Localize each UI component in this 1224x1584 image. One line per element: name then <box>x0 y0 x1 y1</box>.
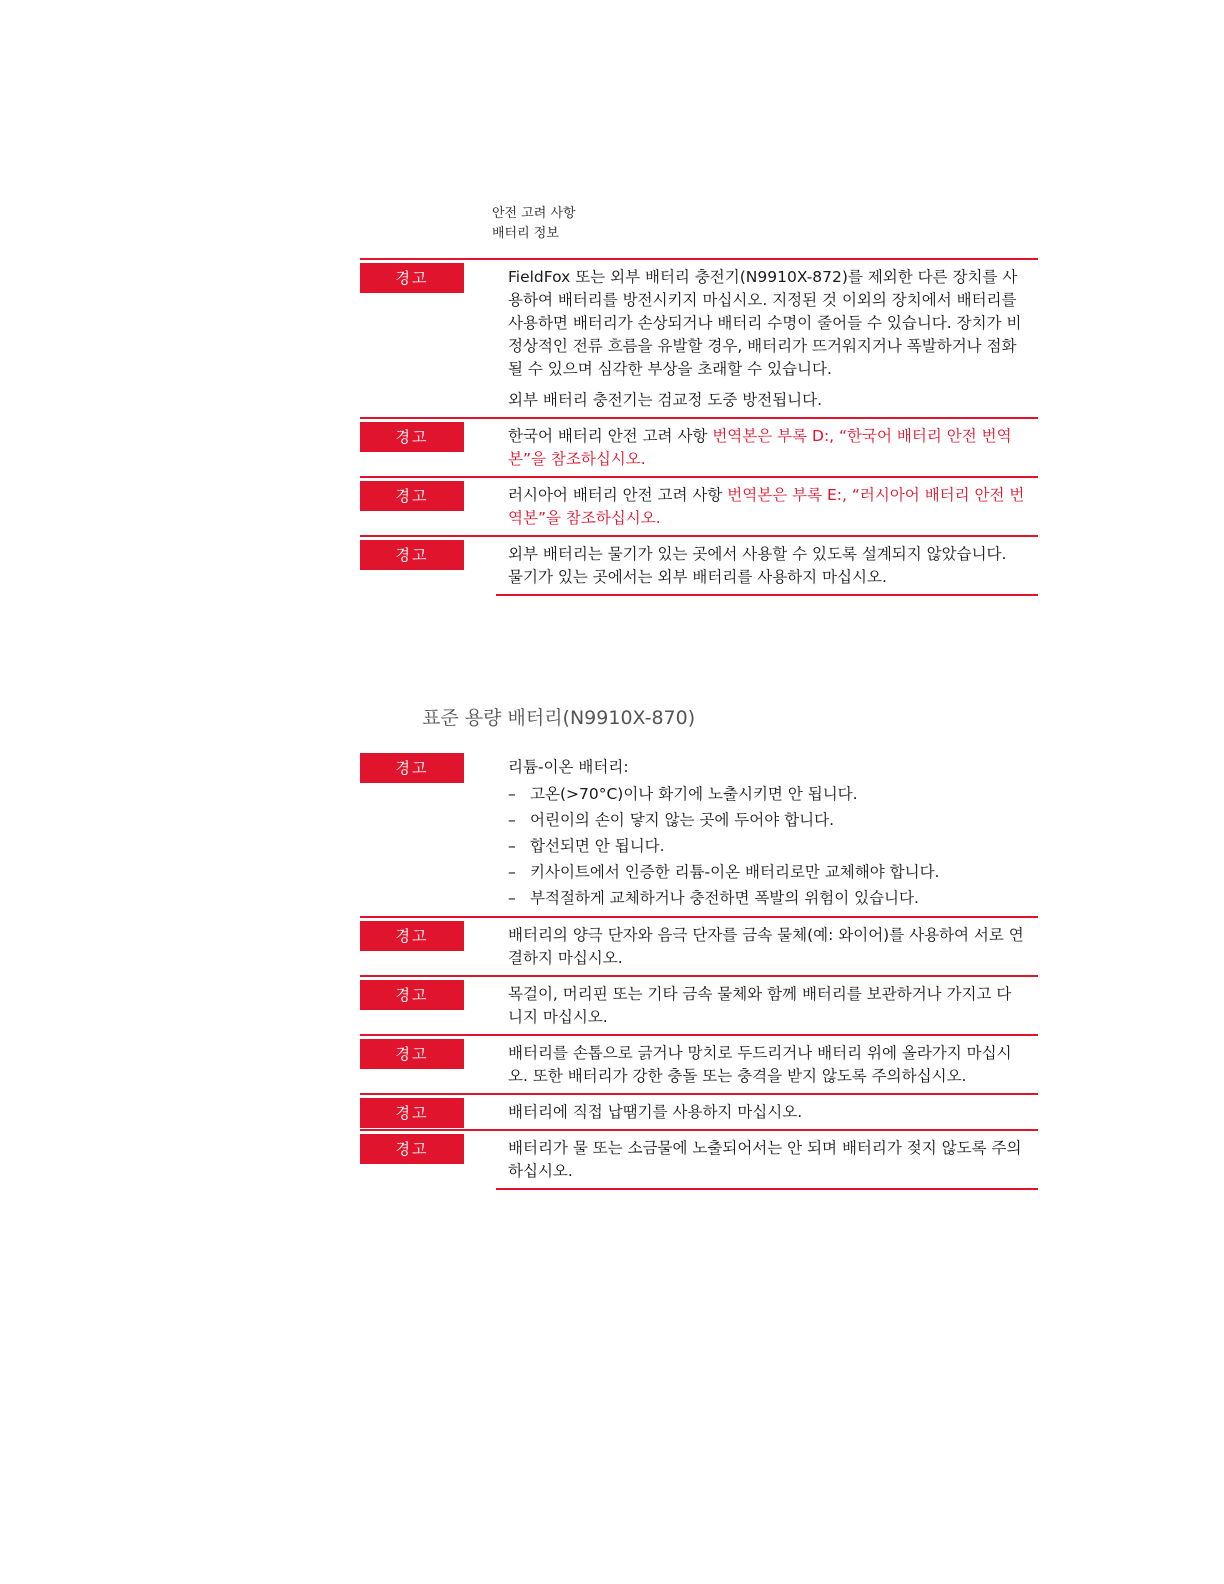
warning-badge: 경고 <box>360 1039 464 1069</box>
list-item: – 고온(>70°C)이나 화기에 노출시키면 안 됩니다. <box>508 781 1026 807</box>
warning-badge: 경고 <box>360 980 464 1010</box>
header-chapter: 안전 고려 사항 <box>492 206 576 221</box>
warning-badge: 경고 <box>360 921 464 951</box>
list-item: – 합선되면 안 됩니다. <box>508 833 1026 859</box>
running-header <box>492 204 576 244</box>
warning-paragraph: 외부 배터리 충전기는 검교정 도중 방전됩니다. <box>508 391 823 409</box>
warning-badge: 경고 <box>360 263 464 293</box>
warning-plain-text: 러시아어 배터리 안전 고려 사항 <box>508 486 728 504</box>
warning-row <box>360 1093 1038 1129</box>
end-rule <box>496 594 1038 596</box>
warning-badge: 경고 <box>360 422 464 452</box>
warning-text <box>496 260 1038 417</box>
warning-text <box>496 750 1038 916</box>
list-item: – 부적절하게 교체하거나 충전하면 폭발의 위험이 있습니다. <box>508 885 1026 911</box>
warning-text: 목걸이, 머리핀 또는 기타 금속 물체와 함께 배터리를 보관하거나 가지고 다니지 마십시오. <box>508 985 1012 1026</box>
end-rule <box>496 1188 1038 1190</box>
warning-badge: 경고 <box>360 481 464 511</box>
warning-text: 배터리가 물 또는 소금물에 노출되어서는 안 되며 배터리가 젖지 않도록 주의하십시오. <box>508 1139 1022 1180</box>
list-item: – 어린이의 손이 닿지 않는 곳에 두어야 합니다. <box>508 807 1026 833</box>
warning-intro: 리튬-이온 배터리: <box>508 758 629 776</box>
section-title: 표준 용량 배터리(N9910X-870) <box>422 707 696 729</box>
warning-badge: 경고 <box>360 540 464 570</box>
warning-text <box>496 419 1038 476</box>
warning-text: 배터리에 직접 납땜기를 사용하지 마십시오. <box>508 1103 803 1121</box>
warning-row <box>360 975 1038 1034</box>
warning-row <box>360 916 1038 975</box>
list-item: – 키사이트에서 인증한 리튬-이온 배터리로만 교체해야 합니다. <box>508 859 1026 885</box>
warning-row <box>360 1129 1038 1188</box>
warning-text: 외부 배터리는 물기가 있는 곳에서 사용할 수 있도록 설계되지 않았습니다. 물기가 있는 곳에서는 외부 배터리를 사용하지 마십시오. <box>508 545 1007 586</box>
warning-row <box>360 535 1038 594</box>
warning-paragraph: FieldFox 또는 외부 배터리 충전기(N9910X-872)를 제외한 다른 장치를 사용하여 배터리를 방전시키지 마십시오. 지정된 것 이외의 장치에서 배터리를 사용하면 배터리가 손상되거나 배터리 수명이 줄어들 수 있습니다. 장치가 비정상적인 전류 흐름을 유발할 경우, 배터리가 뜨거워지거나 폭발하거나 점화될 수 있으며 심각한 부상을 초래할 수 있습니다. <box>508 268 1022 378</box>
warning-plain-text: 한국어 배터리 안전 고려 사항 <box>508 427 713 445</box>
battery-warnings-block <box>360 258 1038 596</box>
warning-list <box>508 781 1026 911</box>
warning-text <box>496 478 1038 535</box>
warning-row <box>360 750 1038 916</box>
warning-text: 배터리를 손톱으로 긁거나 망치로 두드리거나 배터리 위에 올라가지 마십시오. 또한 배터리가 강한 충돌 또는 충격을 받지 않도록 주의하십시오. <box>508 1044 1012 1085</box>
appendix-d-link[interactable]: 번역본은 부록 D:, “한국어 배터리 안전 번역본”을 참조하십시오. <box>508 427 1012 468</box>
warning-row <box>360 1034 1038 1093</box>
warning-badge: 경고 <box>360 1098 464 1128</box>
warning-row <box>360 476 1038 535</box>
warning-badge: 경고 <box>360 753 464 783</box>
standard-battery-warnings-block <box>360 750 1038 1190</box>
warning-row <box>360 417 1038 476</box>
warning-text: 배터리의 양극 단자와 음극 단자를 금속 물체(예: 와이어)를 사용하여 서로 연결하지 마십시오. <box>508 926 1024 967</box>
header-section: 배터리 정보 <box>492 226 559 241</box>
appendix-e-link[interactable]: 번역본은 부록 E:, “러시아어 배터리 안전 번역본”을 참조하십시오. <box>508 486 1025 527</box>
warning-row <box>360 258 1038 417</box>
warning-badge: 경고 <box>360 1134 464 1164</box>
